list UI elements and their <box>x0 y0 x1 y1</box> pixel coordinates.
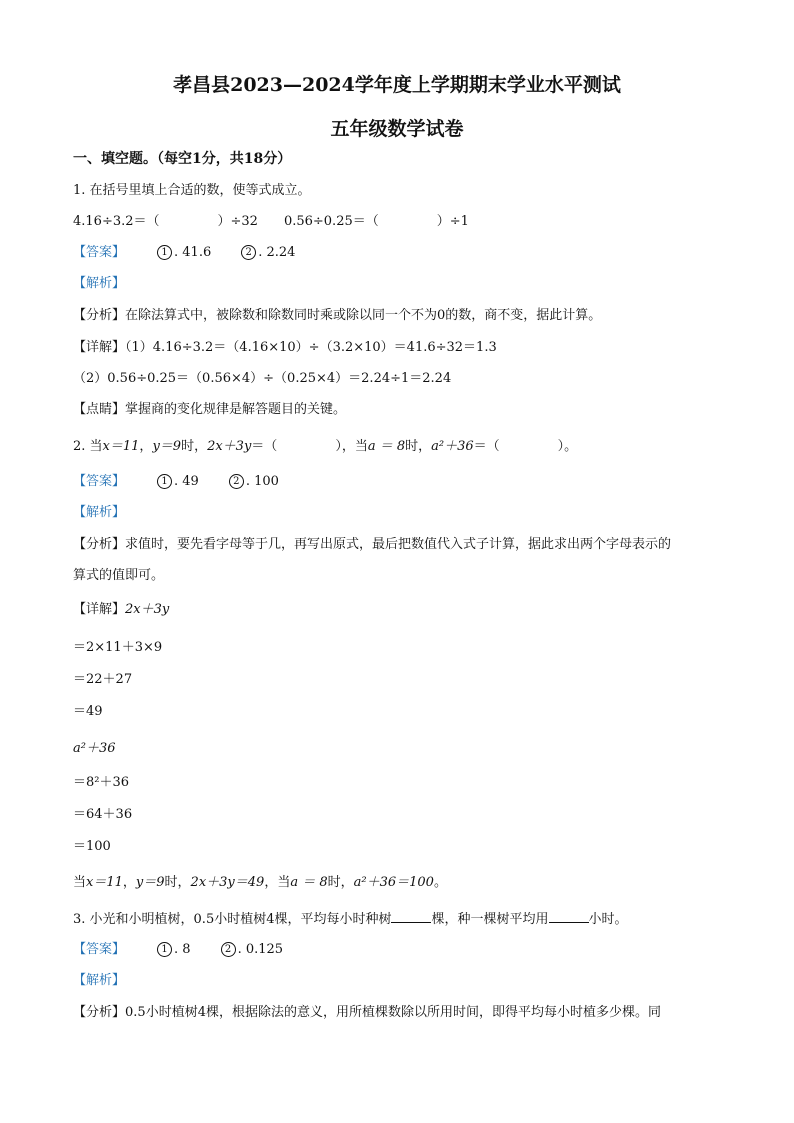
analysis-row-3 <box>73 1004 661 1022</box>
analysis-label: 【分析】 <box>73 1005 126 1020</box>
conclusion-text: ，当 <box>264 875 291 890</box>
conclusion-row-2: 当x＝11，y＝9时，2x＋3y＝49，当a ＝ 8时，a²＋36＝100。 <box>73 875 447 890</box>
conclusion-text: 当 <box>73 875 87 890</box>
expression-2x-3y: 2x＋3y <box>207 439 252 454</box>
question-1-equations <box>73 213 469 231</box>
jiexi-label: 【解析】 <box>73 505 126 520</box>
answer-value: . 0.125 <box>237 942 284 957</box>
circled-number-2: 2 <box>241 245 256 260</box>
stem-text: 棵，种一棵树平均用 <box>431 912 549 927</box>
equation-b: 0.56÷0.25＝（ <box>283 214 379 229</box>
answer-blank <box>549 910 589 923</box>
stem-text: 2. 当 <box>73 439 103 454</box>
circled-number-1: 1 <box>157 245 172 260</box>
step-6: ＝100 <box>73 839 111 854</box>
answer-label: 【答案】 <box>73 942 126 957</box>
result-expression-1: 2x＋3y＝49 <box>190 875 265 890</box>
step-3: ＝49 <box>73 704 103 719</box>
stem-text: 3. 小光和小明植树，0.5小时植树4棵，平均每小时种树 <box>73 912 392 927</box>
stem-text: ＝（ <box>473 439 500 454</box>
question-3-stem <box>73 910 628 929</box>
keypoint-row-1 <box>73 401 346 419</box>
question-2-stem: 2. 当x＝11，y＝9时，2x＋3y＝（ ），当a ＝ 8时，a²＋36＝（ ）。 <box>73 439 578 454</box>
stem-text: ＝（ <box>251 439 278 454</box>
analysis-row-2-cont: 算式的值即可。 <box>73 568 165 583</box>
analysis-text: 在除法算式中，被除数和除数同时乘或除以同一个不为0的数，商不变，据此计算。 <box>125 308 602 323</box>
answer-blank <box>391 910 431 923</box>
answer-value: . 49 <box>174 474 199 489</box>
answer-value: . 2.24 <box>258 245 296 260</box>
detail-row-q2 <box>73 601 169 619</box>
analysis-row-1 <box>73 307 601 325</box>
exam-title: 孝昌县2023—2024学年度上学期期末学业水平测试 <box>173 74 621 96</box>
detail-row-2: （2）0.56÷0.25＝（0.56×4）÷（0.25×4）＝2.24÷1＝2.24 <box>73 371 452 386</box>
a-value: a ＝ 8 <box>290 875 328 890</box>
analysis-label: 【分析】 <box>73 308 126 323</box>
step-5: ＝64＋36 <box>73 807 133 822</box>
circled-number-2: 2 <box>229 474 244 489</box>
analysis-label: 【分析】 <box>73 537 126 552</box>
answer-value: . 8 <box>174 942 191 957</box>
answer-label: 【答案】 <box>73 474 126 489</box>
keypoint-text: 掌握商的变化规律是解答题目的关键。 <box>125 402 347 417</box>
detail-label: 【详解】 <box>73 340 126 355</box>
detail-expression: 2x＋3y <box>125 602 170 617</box>
step-2: ＝22＋27 <box>73 672 133 687</box>
stem-text: ）。 <box>557 439 578 454</box>
answer-row-3 <box>73 941 283 959</box>
question-1-stem: 1. 在括号里填上合适的数，使等式成立。 <box>73 183 311 198</box>
stem-text: ），当 <box>335 439 368 454</box>
stem-text: 时， <box>405 439 432 454</box>
analysis-text: 求值时，要先看字母等于几，再写出原式，最后把数值代入式子计算，据此求出两个字母表示的 <box>125 537 672 552</box>
analysis-text: 0.5小时植树4棵，根据除法的意义，用所植棵数除以所用时间，即得平均每小时植多少棵。同 <box>125 1005 661 1020</box>
answer-value: . 41.6 <box>174 245 212 260</box>
analysis-row-2 <box>73 536 671 554</box>
step-1: ＝2×11＋3×9 <box>73 640 163 655</box>
answer-row-1 <box>73 244 295 262</box>
equation-a-end: ）÷32 <box>217 214 258 229</box>
stem-text: 小时。 <box>588 912 628 927</box>
detail-row-1 <box>73 339 497 357</box>
step-4: ＝8²＋36 <box>73 775 130 790</box>
detail-text: （1）4.16÷3.2＝（4.16×10）÷（3.2×10）＝41.6÷32＝1.3 <box>125 340 497 355</box>
section-heading: 一、填空题。（每空1分，共18分） <box>73 151 292 167</box>
equation-a: 4.16÷3.2＝（ <box>73 214 160 229</box>
jiexi-label: 【解析】 <box>73 973 126 988</box>
conclusion-text: 时， <box>164 875 191 890</box>
answer-row-2 <box>73 473 279 491</box>
circled-number-1: 1 <box>157 474 172 489</box>
a-value: a ＝ 8 <box>367 439 406 454</box>
equation-b-end: ）÷1 <box>436 214 469 229</box>
x-value: x＝11 <box>102 439 140 454</box>
jiexi-label: 【解析】 <box>73 276 126 291</box>
answer-label: 【答案】 <box>73 245 126 260</box>
step-expression-a: a²＋36 <box>73 741 116 756</box>
x-value: x＝11 <box>86 875 123 890</box>
answer-value: . 100 <box>245 474 279 489</box>
conclusion-text: 时， <box>327 875 354 890</box>
y-value: y＝9 <box>135 875 165 890</box>
expression-a2-36: a²＋36 <box>431 439 474 454</box>
y-value: y＝9 <box>152 439 182 454</box>
circled-number-2: 2 <box>221 942 236 957</box>
detail-label: 【详解】 <box>73 602 126 617</box>
result-expression-2: a²＋36＝100 <box>353 875 434 890</box>
stem-text: 时， <box>181 439 208 454</box>
circled-number-1: 1 <box>157 942 172 957</box>
keypoint-label: 【点睛】 <box>73 402 126 417</box>
exam-subtitle: 五年级数学试卷 <box>330 118 464 140</box>
conclusion-text: 。 <box>433 875 447 890</box>
